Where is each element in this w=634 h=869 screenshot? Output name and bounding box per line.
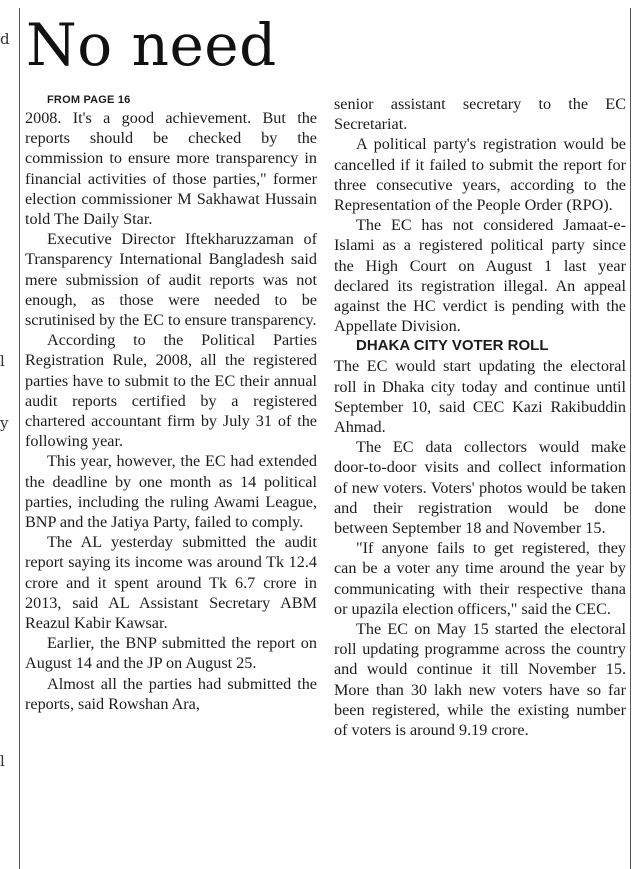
article-paragraph: The EC on May 15 started the electoral roll updating programme across the country and would continue it till November 15. More than 30 lakh new voters have so far been registered, while the existing number of voters is around 9.19 crore. — [334, 620, 626, 740]
article-paragraph: Earlier, the BNP submitted the report on August 14 and the JP on August 25. — [25, 634, 317, 673]
article-paragraph: Almost all the parties had submitted the reports, said Rowshan Ara, — [25, 674, 317, 713]
article-column-right — [334, 94, 626, 740]
edge-fragment: l — [0, 752, 5, 770]
column-rule-right — [630, 8, 631, 869]
column-rule-left — [19, 8, 20, 869]
adjacent-column-fragments — [0, 0, 14, 869]
article-column-left — [25, 92, 317, 714]
article-paragraph: Executive Director Iftekharuzzaman of Transparency International Bangladesh said mere submission of audit reports was not enough, as those were needed to be scrutinised by the EC to ensure transparency. — [25, 230, 317, 330]
article-headline: No need — [26, 11, 277, 79]
article-paragraph: 2008. It's a good achievement. But the reports should be checked by the commission to ensure more transparency in financial activities of those parties," former election commissioner M Sakhawat Hussain told The Daily Star. — [25, 109, 317, 229]
article-paragraph: According to the Political Parties Registration Rule, 2008, all the registered parties have to submit to the EC their annual audit reports certified by a registered chartered accountant firm by July 31 of the following year. — [25, 331, 317, 451]
article-paragraph: The EC would start updating the electoral roll in Dhaka city today and continue until September 10, said CEC Kazi Rakibuddin Ahmad. — [334, 357, 626, 437]
article-paragraph: A political party's registration would be cancelled if it failed to submit the report for three consecutive years, according to the Representation of the People Order (RPO). — [334, 135, 626, 215]
article-paragraph: The AL yesterday submitted the audit report saying its income was around Tk 12.4 crore and it spent around Tk 6.7 crore in 2013, said AL Assistant Secretary ABM Reazul Kabir Kawsar. — [25, 533, 317, 633]
edge-fragment: y — [0, 414, 9, 432]
continued-from-label: FROM PAGE 16 — [47, 94, 131, 106]
section-subhead: DHAKA CITY VOTER ROLL — [356, 337, 549, 355]
edge-fragment: d — [0, 30, 10, 48]
article-paragraph: The EC data collectors would make door-to-door visits and collect information of new voters. Voters' photos would be taken and their registration would be done between September 18 and November 15. — [334, 438, 626, 538]
article-paragraph: senior assistant secretary to the EC Secretariat. — [334, 95, 626, 134]
article-paragraph: This year, however, the EC had extended the deadline by one month as 14 political parties, including the ruling Awami League, BNP and the Jatiya Party, failed to comply. — [25, 452, 317, 532]
article-paragraph: The EC has not considered Jamaat-e-Islami as a registered political party since the High Court on August 1 last year declared its registration illegal. An appeal against the HC verdict is pending with the Appellate Division. — [334, 216, 626, 336]
edge-fragment: l — [0, 352, 5, 370]
article-paragraph: "If anyone fails to get registered, they can be a voter any time around the year by communicating with their respective thana or upazila election officers," said the CEC. — [334, 539, 626, 618]
